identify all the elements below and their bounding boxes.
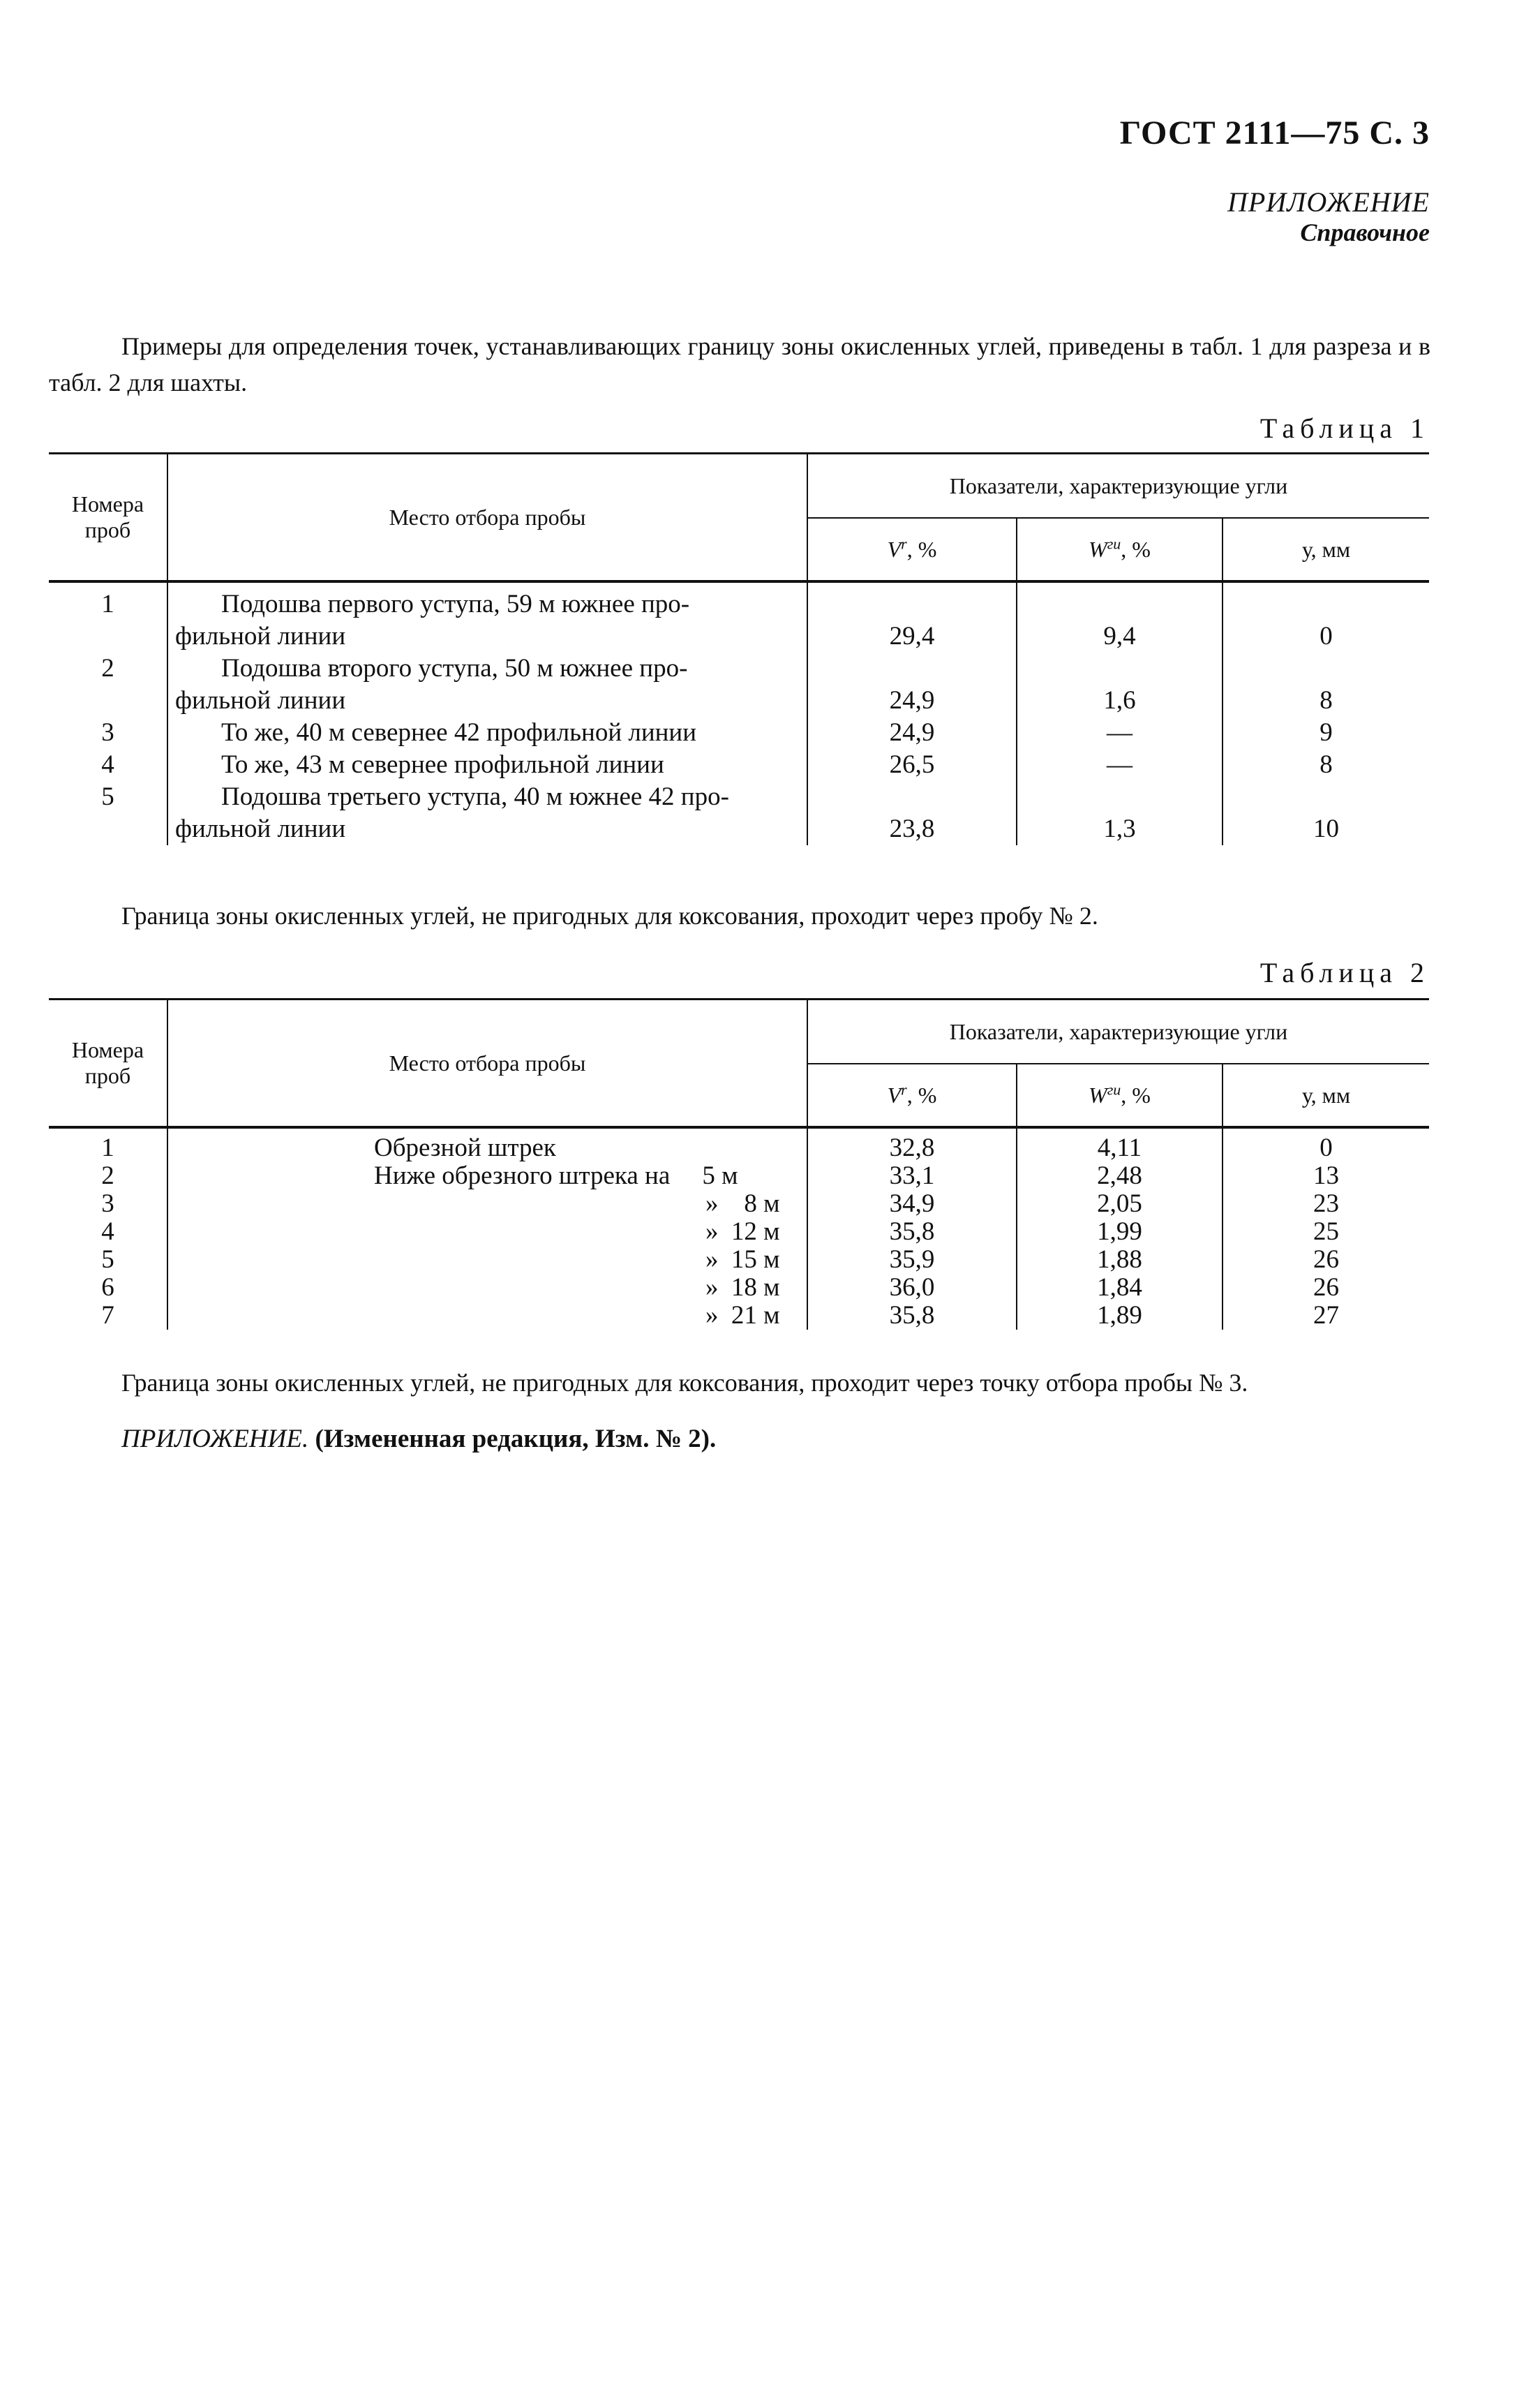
header-num: Номера проб [49, 454, 167, 582]
table-row: 6 » 18 м 36,0 1,84 26 [49, 1274, 1429, 1302]
document-code: ГОСТ 2111—75 С. 3 [1119, 114, 1430, 151]
header-y: у, мм [1301, 536, 1351, 562]
table2-conclusion: Граница зоны окисленных углей, не пригодных для коксования, проходит через точку отбора пробы № 3. [121, 1369, 1248, 1397]
table-row: 1 Обрезной штрек 32,8 4,11 0 [49, 1127, 1429, 1162]
table-row: 1 Подошва первого уступа, 59 м южнее про- фильной линии 29,4 9,4 0 [49, 581, 1429, 653]
table-row: 7 » 21 м 35,8 1,89 27 [49, 1302, 1429, 1330]
table-row: 2 Подошва второго уступа, 50 м южнее про- фильной линии 24,9 1,6 8 [49, 653, 1429, 717]
table-row: 3 » 8 м 34,9 2,05 23 [49, 1190, 1429, 1218]
header-vr: $V^r$, % [807, 1064, 1017, 1127]
header-wgi: $W^{ги}$, % [1017, 1064, 1223, 1127]
intro-paragraph: Примеры для определения точек, устанавливающих границу зоны окисленных углей, приведены в табл. 1 для разреза и в табл. 2 для шахты. [49, 332, 1430, 396]
header-vr: $V^r$, % [807, 518, 1017, 581]
table1 [49, 452, 1429, 845]
header-num: Номера проб [49, 1000, 167, 1128]
appendix-title: ПРИЛОЖЕНИЕ [1227, 186, 1430, 218]
header-indicators: Показатели, характеризующие угли [807, 1000, 1429, 1064]
header-place: Место отбора пробы [167, 1000, 807, 1128]
amendment-note: ПРИЛОЖЕНИЕ. (Измененная редакция, Изм. № 2). [121, 1425, 717, 1453]
table2-label: Таблица 2 [1259, 957, 1430, 988]
header-wgi: $W^{ги}$, % [1017, 518, 1223, 581]
table-row: 4 То же, 43 м севернее профильной линии 26,5 — 8 [49, 749, 1429, 781]
header-place: Место отбора пробы [167, 454, 807, 582]
table-row: 4 » 12 м 35,8 1,99 25 [49, 1218, 1429, 1246]
table2 [49, 998, 1429, 1330]
table-row: 2 Ниже обрезного штрека на 5 м 33,1 2,48 13 [49, 1162, 1429, 1190]
table1-label: Таблица 1 [1259, 413, 1430, 444]
table-row: 5 » 15 м 35,9 1,88 26 [49, 1246, 1429, 1274]
header-y: у, мм [1301, 1082, 1351, 1108]
table-row: 5 Подошва третьего уступа, 40 м южнее 42 про- фильной линии 23,8 1,3 10 [49, 781, 1429, 845]
header-indicators: Показатели, характеризующие угли [807, 454, 1429, 519]
appendix-subtitle: Справочное [1300, 218, 1430, 246]
table1-conclusion: Граница зоны окисленных углей, не пригодных для коксования, проходит через пробу № 2. [121, 902, 1098, 930]
table-row: 3 То же, 40 м севернее 42 профильной линии 24,9 — 9 [49, 717, 1429, 749]
